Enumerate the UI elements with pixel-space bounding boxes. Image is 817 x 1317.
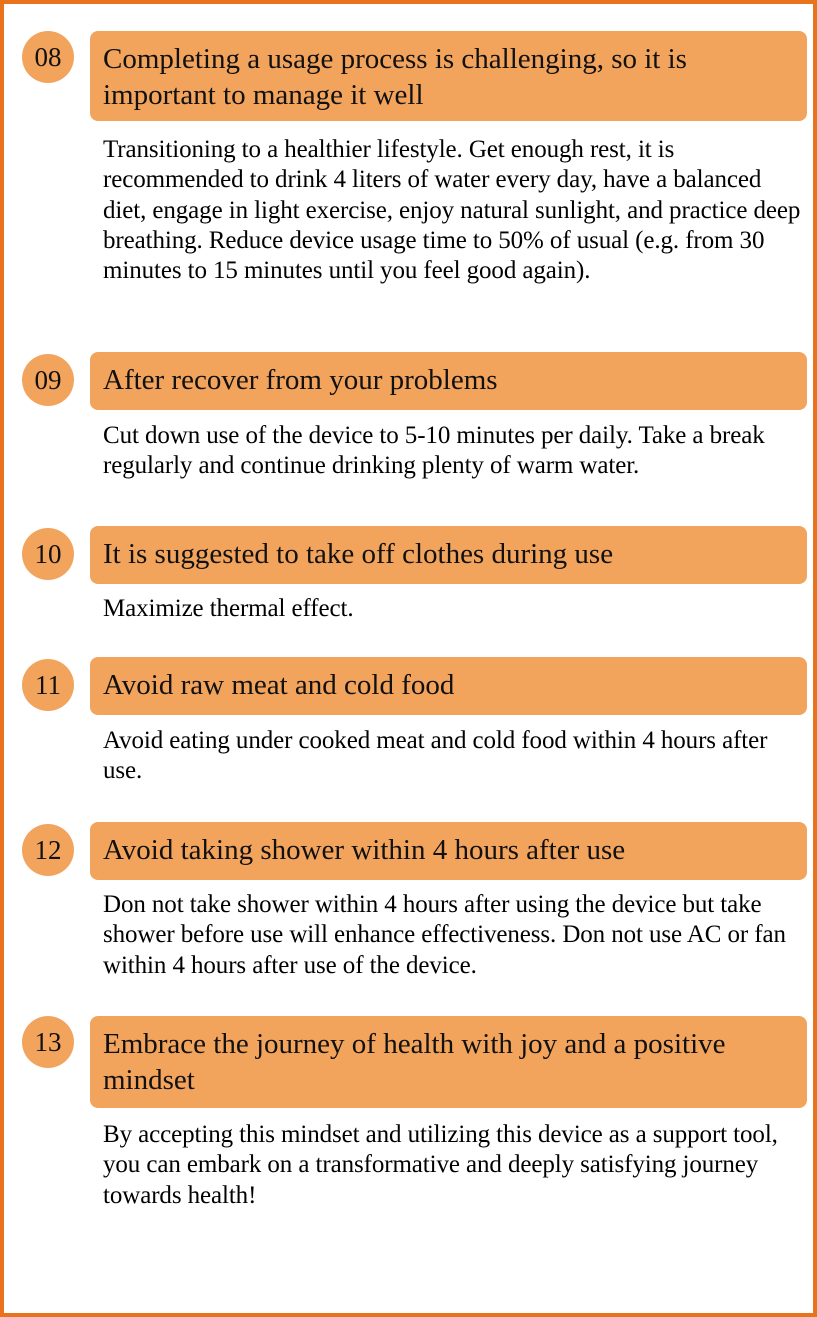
tip-number-badge: 11	[22, 659, 74, 711]
tip-body: Cut down use of the device to 5-10 minutes per daily. Take a break regularly and continue drinking plenty of warm water.	[103, 422, 765, 480]
tip-body: Avoid eating under cooked meat and cold food within 4 hours after use.	[103, 727, 768, 785]
tip-heading: Avoid raw meat and cold food	[90, 657, 807, 715]
tip-number-badge: 09	[22, 354, 74, 406]
tip-body: Maximize thermal effect.	[103, 595, 354, 622]
tip-body: By accepting this mindset and utilizing this device as a support tool, you can embark on a transformative and deeply satisfying journey towards health!	[103, 1121, 778, 1209]
tip-number-badge: 08	[22, 31, 74, 83]
tip-heading: It is suggested to take off clothes during use	[90, 526, 807, 584]
tip-number-badge: 13	[22, 1016, 74, 1068]
tip-body: Don not take shower within 4 hours after using the device but take shower before use will enhance effectiveness. Don not use AC or fan within 4 hours after use of the device.	[103, 891, 786, 979]
tip-body: Transitioning to a healthier lifestyle. Get enough rest, it is recommended to drink 4 liters of water every day, have a balanced diet, engage in light exercise, enjoy natural sunlight, and practice deep breathing. Reduce device usage time to 50% of usual (e.g. from 30 minutes to 15 minutes until you feel good again).	[103, 136, 801, 285]
tip-heading: Completing a usage process is challenging, so it is important to manage it well	[90, 31, 807, 121]
tip-heading: Embrace the journey of health with joy and a positive mindset	[90, 1016, 807, 1108]
tip-heading: Avoid taking shower within 4 hours after use	[90, 822, 807, 880]
tip-number-badge: 12	[22, 824, 74, 876]
tip-number-badge: 10	[22, 528, 74, 580]
tip-heading: After recover from your problems	[90, 352, 807, 410]
